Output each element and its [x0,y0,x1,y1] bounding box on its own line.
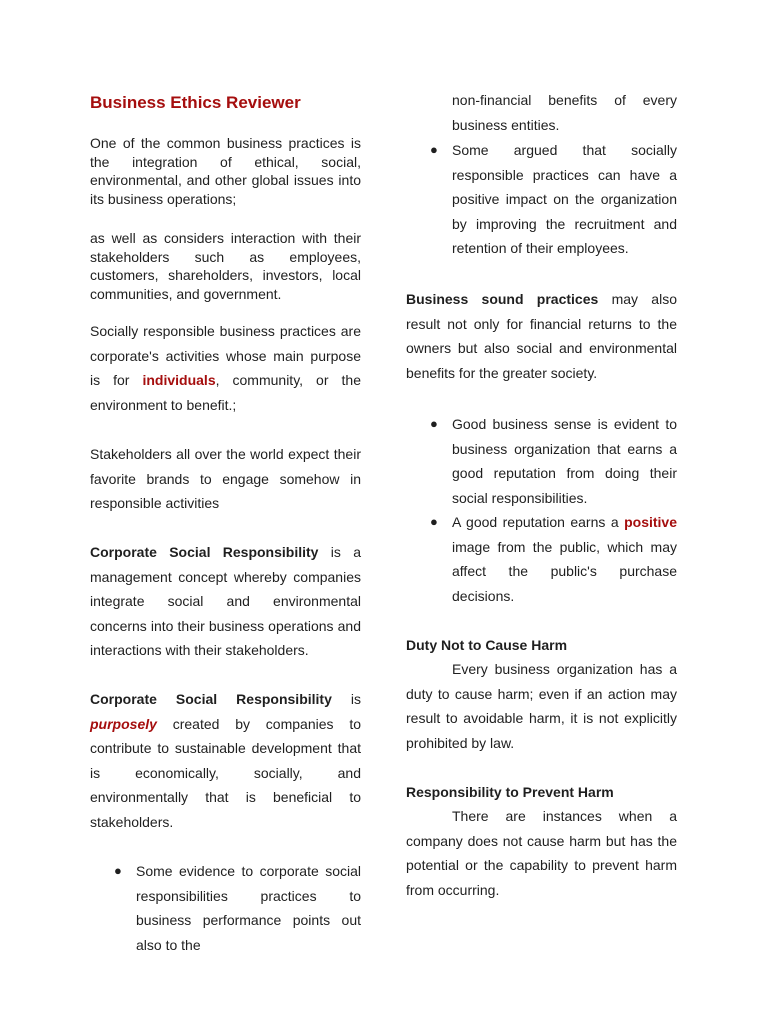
right-bullet-list-1 [406,138,677,261]
stakeholders-paragraph: as well as considers interaction with their stakeholders such as employees, customers, shareholders, investors, local communities, and government. [90,230,361,302]
text: Some evidence to corporate social responsibilities practices to business performance points out also to the [136,863,361,953]
business-sound-term: Business sound practices [406,291,599,307]
csr-term: Corporate Social Responsibility [90,691,332,707]
list-item [406,510,677,608]
text: is a management concept whereby companies integrate social and environmental concerns into their business operations and interactions with their stakeholders. [90,544,361,658]
business-sound-practices-paragraph [406,287,677,385]
bullet-icon: ● [430,514,438,529]
socially-responsible-paragraph [90,319,361,417]
text: Socially responsible business practices are corporate's activities whose main purpose is for [90,323,361,388]
highlight-purposely: purposely [90,715,157,732]
section-heading-prevent: Responsibility to Prevent Harm [406,784,614,800]
text: image from the public, which may affect the public's purchase decisions. [452,538,677,604]
bullet-icon: ● [430,416,438,431]
highlight-individuals: individuals [142,372,216,388]
right-bullet-list-2 [406,412,677,608]
list-item [90,859,361,957]
text: created by companies to contribute to sustainable development that is economically, socially, and environmentally that is beneficial to stakeholders. [90,715,361,830]
text: is [331,691,362,707]
list-item [406,138,677,261]
csr-term: Corporate Social Responsibility [90,544,319,560]
prevent-paragraph: There are instances when a company does not cause harm but has the potential or the capability to prevent harm from occurring. [406,808,677,898]
text: A good reputation earns a [452,514,625,530]
list-item [406,412,677,510]
duty-paragraph: Every business organization has a duty to cause harm; even if an action may result to avoidable harm, it is not explicitly prohibited by law. [406,661,677,751]
text: may also result not only for financial returns to the owners but also social and environmental benefits for the greater society. [406,291,677,381]
section-heading-duty: Duty Not to Cause Harm [406,637,568,653]
csr-purpose-paragraph [90,687,361,834]
text: , community, or the environment to benefit.; [90,372,361,413]
text: Good business sense is evident to business organization that earns a good reputation from doing their social responsibilities. [452,416,677,506]
bullet-icon: ● [430,142,438,157]
csr-definition-paragraph [90,540,361,663]
stakeholders-expect-paragraph: Stakeholders all over the world expect their favorite brands to engage somehow in responsible activities [90,446,361,511]
continued-bullet-text: non-financial benefits of every business entities. [452,92,677,133]
highlight-positive: positive [624,514,677,530]
bullet-icon: ● [114,863,122,878]
left-bullet-list [90,859,361,957]
document-title: Business Ethics Reviewer [90,93,301,112]
intro-paragraph: One of the common business practices is the integration of ethical, social, environmental, and other global issues into its business operations; [90,135,361,207]
text: Some argued that socially responsible practices can have a positive impact on the organization by improving the recruitment and retention of their employees. [452,142,677,256]
